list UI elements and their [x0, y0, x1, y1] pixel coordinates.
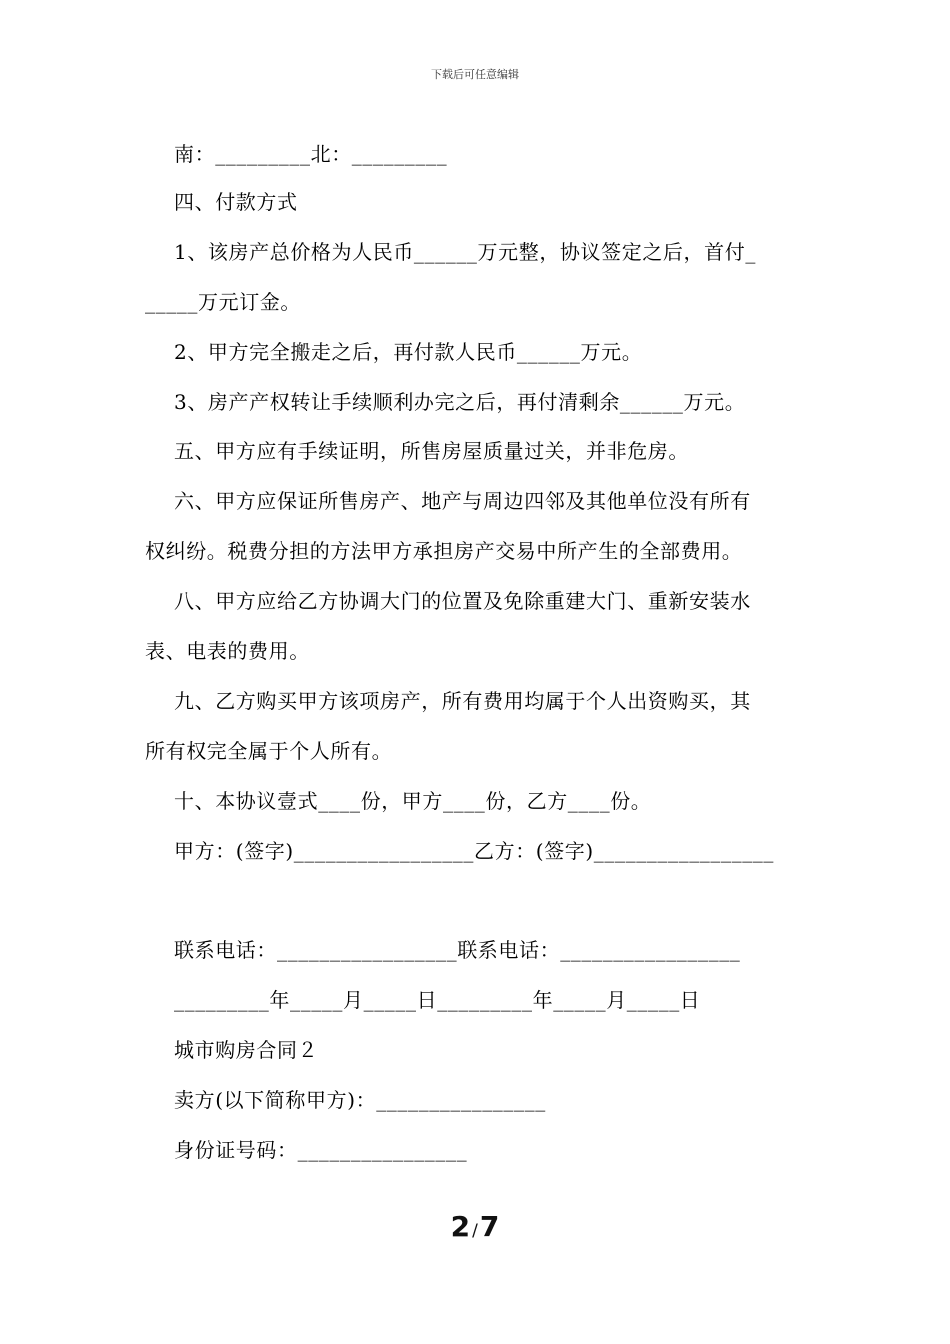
page-separator: / — [472, 1221, 478, 1241]
seller-line: 卖方(以下简称甲方)：________________ — [174, 1088, 546, 1112]
payment-clause-1-cont: _____万元订金。 — [145, 290, 301, 314]
contract-2-title: 城市购房合同２ — [174, 1038, 319, 1062]
page-number — [0, 1210, 950, 1243]
id-number-line: 身份证号码：________________ — [174, 1138, 468, 1162]
clause-eight-cont: 表、电表的费用。 — [145, 639, 310, 663]
payment-clause-1: 1、该房产总价格为人民币______万元整，协议签定之后，首付_ — [174, 240, 756, 264]
boundary-south-north-line: 南：_________北：_________ — [174, 142, 448, 166]
payment-clause-3: 3、房产产权转让手续顺利办完之后，再付清剩余______万元。 — [174, 390, 746, 414]
date-line: _________年_____月_____日_________年_____月_____日 — [174, 988, 701, 1012]
clause-ten: 十、本协议壹式____份，甲方____份，乙方____份。 — [174, 789, 652, 813]
total-pages-number: 7 — [479, 1210, 500, 1243]
contact-phone-line: 联系电话：_________________联系电话：_________________ — [174, 938, 741, 962]
current-page-number: 2 — [450, 1210, 471, 1243]
clause-six-cont: 权纠纷。税费分担的方法甲方承担房产交易中所产生的全部费用。 — [145, 539, 743, 563]
page-header: 下载后可任意编辑 — [431, 68, 519, 81]
payment-clause-2: 2、甲方完全搬走之后，再付款人民币______万元。 — [174, 340, 643, 364]
clause-six: 六、甲方应保证所售房产、地产与周边四邻及其他单位没有所有 — [174, 489, 751, 513]
clause-nine-cont: 所有权完全属于个人所有。 — [145, 739, 393, 763]
clause-eight: 八、甲方应给乙方协调大门的位置及免除重建大门、重新安装水 — [174, 589, 751, 613]
section-heading-payment: 四、付款方式 — [174, 190, 298, 214]
signature-line: 甲方：(签字)_________________乙方：(签字)_________________ — [174, 839, 775, 863]
clause-five: 五、甲方应有手续证明，所售房屋质量过关，并非危房。 — [174, 439, 689, 463]
clause-nine: 九、乙方购买甲方该项房产，所有费用均属于个人出资购买，其 — [174, 689, 751, 713]
